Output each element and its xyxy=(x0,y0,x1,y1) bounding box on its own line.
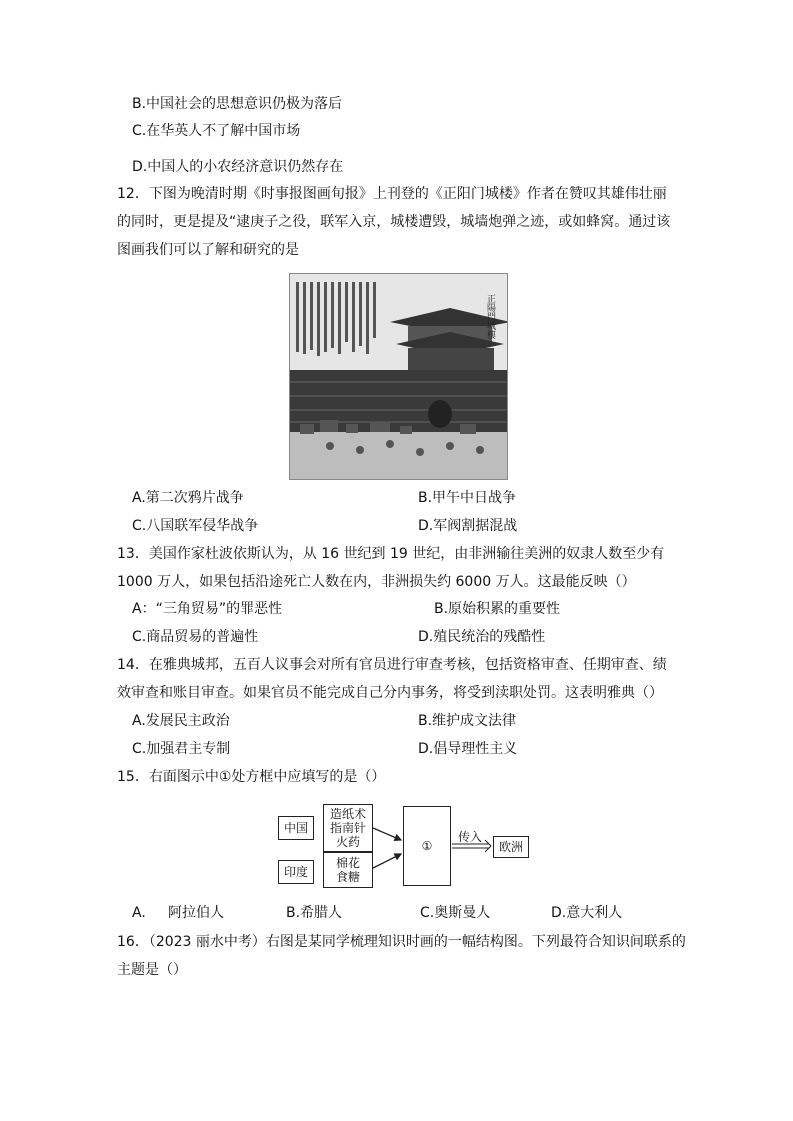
q14-option-d: D.倡导理性主义 xyxy=(418,741,518,757)
q11-option-d: D.中国人的小农经济意识仍然存在 xyxy=(132,159,344,175)
india-label: 印度 xyxy=(283,865,308,879)
figure-title: 正陽門城樓 xyxy=(485,294,495,339)
india-item-cotton: 棉花 xyxy=(335,856,360,870)
q12-stem-line2: 的同时，更是提及“逮庚子之役，联军入京，城楼遭毁，城墙炮弹之迹，或如蜂窝。通过该 xyxy=(117,214,671,230)
q16-stem-line1: 16．（2023 丽水中考）右图是某同学梳理知识时画的一幅结构图。下列最符合知识间联系的 xyxy=(117,934,686,950)
q14-option-a: A.发展民主政治 xyxy=(132,713,230,729)
china-label: 中国 xyxy=(283,821,308,835)
q15-option-a: 阿拉伯人 xyxy=(168,905,224,921)
q13-stem-line1: 13．美国作家杜波依斯认为，从 16 世纪到 19 世纪，由非洲输往美洲的奴隶人数至少有 xyxy=(117,546,665,562)
q12-option-b: B.甲午中日战争 xyxy=(418,490,517,506)
q13-option-a: A：“三角贸易”的罪恶性 xyxy=(132,601,283,617)
q12-option-a: A.第二次鸦片战争 xyxy=(132,490,244,506)
q13-stem-line2: 1000 万人，如果包括沿途死亡人数在内，非洲损失约 6000 万人。这最能反映（） xyxy=(117,574,636,590)
q13-option-b: B.原始积累的重要性 xyxy=(434,601,561,617)
q13-option-c: C.商品贸易的普遍性 xyxy=(132,629,259,645)
q14-option-b: B.维护成文法律 xyxy=(418,713,517,729)
q14-option-c: C.加强君主专制 xyxy=(132,741,231,757)
q14-stem-line2: 效审查和账目审查。如果官员不能完成自己分内事务，将受到渎职处罚。这表明雅典（） xyxy=(117,685,663,701)
china-item-compass: 指南针 xyxy=(329,821,366,835)
spread-diagram xyxy=(275,800,530,892)
q14-stem-line1: 14．在雅典城邦，五百人议事会对所有官员进行审查考核，包括资格审查、任期审查、绩 xyxy=(117,657,667,673)
q16-stem-line2: 主题是（） xyxy=(117,962,187,978)
q12-option-c: C.八国联军侵华战争 xyxy=(132,518,259,534)
q12-stem-line3: 图画我们可以了解和研究的是 xyxy=(117,242,299,258)
diagram-arrows xyxy=(275,800,530,892)
china-item-gunpowder: 火药 xyxy=(335,835,360,849)
circled-one: ① xyxy=(421,839,433,853)
q15-option-a-letter: A. xyxy=(132,905,146,921)
china-item-papermaking: 造纸术 xyxy=(329,807,366,821)
q15-option-b: B.希腊人 xyxy=(286,905,343,921)
q15-option-c: C.奥斯曼人 xyxy=(420,905,491,921)
q12-stem-line1: 12．下图为晚清时期《时事报图画旬报》上刊登的《正阳门城楼》作者在赞叹其雄伟壮丽 xyxy=(117,186,667,202)
zhengyangmen-illustration xyxy=(289,273,508,480)
q11-option-c: C.在华英人不了解中国市场 xyxy=(132,123,301,139)
q15-stem: 15．右面图示中①处方框中应填写的是（） xyxy=(117,769,386,785)
q15-option-d: D.意大利人 xyxy=(551,905,623,921)
europe-label: 欧洲 xyxy=(498,840,523,854)
q12-option-d: D.军阀割据混战 xyxy=(418,518,518,534)
q13-option-d: D.殖民统治的残酷性 xyxy=(418,629,546,645)
india-item-sugar: 食糖 xyxy=(335,870,360,884)
zhengyangmen-drawing xyxy=(290,274,507,479)
q11-option-b: B.中国社会的思想意识仍极为落后 xyxy=(132,96,343,112)
arrow-label-spread: 传入 xyxy=(458,830,483,844)
